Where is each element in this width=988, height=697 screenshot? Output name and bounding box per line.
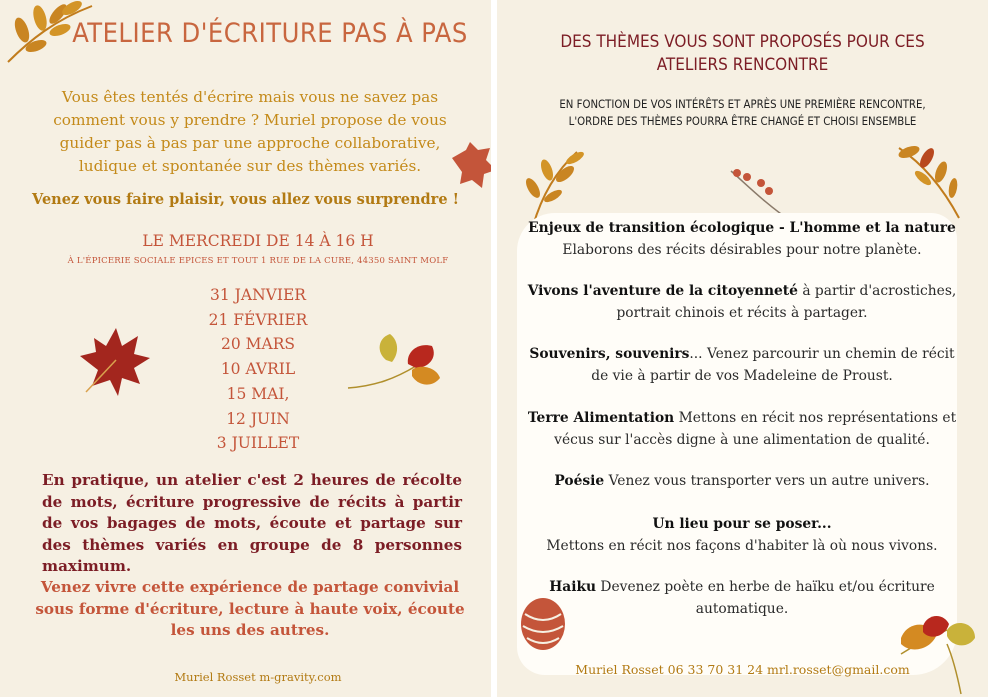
theme-title: Vivons l'aventure de la citoyenneté bbox=[527, 283, 798, 299]
theme-title: Un lieu pour se poser... bbox=[652, 516, 832, 532]
date-item: 15 MAI, bbox=[226, 384, 290, 403]
call-to-action: Venez vous faire plaisir, vous allez vous surprendre ! bbox=[32, 191, 459, 208]
theme-title: Haiku bbox=[549, 579, 597, 595]
theme-text: Devenez poète en herbe de haïku et/ou écriture automatique. bbox=[596, 579, 935, 617]
subtitle-line: EN FONCTION DE VOS INTÉRÊTS ET APRÈS UNE PREMIÈRE RENCONTRE, bbox=[559, 98, 926, 111]
theme-item bbox=[507, 471, 977, 493]
theme-text: Venez vous transporter vers un autre univers. bbox=[604, 473, 930, 489]
left-footer: Muriel Rosset m-gravity.com bbox=[174, 670, 342, 684]
theme-item bbox=[502, 218, 982, 261]
date-item: 31 JANVIER bbox=[210, 286, 306, 304]
theme-title: Enjeux de transition écologique - L'homme et la nature bbox=[528, 220, 956, 236]
theme-item bbox=[507, 514, 977, 557]
venue-address: À L'ÉPICERIE SOCIALE EPICES ET TOUT 1 RUE DE LA CURE, 44350 SAINT MOLF bbox=[67, 256, 449, 266]
theme-text: Mettons en récit nos représentations et vécus sur l'accès digne à une alimentation de qualité. bbox=[554, 410, 957, 448]
themes-title-line: DES THÈMES VOUS SONT PROPOSÉS POUR CES bbox=[560, 32, 925, 52]
ginkgo-leaves-icon bbox=[897, 614, 983, 694]
theme-text: à partir d'acrostiches, portrait chinois et récits à partager. bbox=[616, 283, 957, 321]
subtitle-line: L'ORDRE DES THÈMES POURRA ÊTRE CHANGÉ ET CHOISI ENSEMBLE bbox=[568, 115, 917, 128]
schedule-time: LE MERCREDI DE 14 À 16 H bbox=[142, 232, 374, 250]
theme-item bbox=[537, 577, 947, 620]
theme-text: Elaborons des récits désirables pour notre planète. bbox=[562, 241, 922, 258]
intro-paragraph: Vous êtes tentés d'écrire mais vous ne savez pas comment vous y prendre ? Muriel propose de vous guider pas à pas par une approche collaborative, ludique et spontanée sur des thèmes variés. bbox=[53, 88, 447, 175]
date-item: 21 FÉVRIER bbox=[208, 310, 308, 329]
theme-item bbox=[512, 281, 972, 324]
themes-title bbox=[497, 31, 988, 77]
theme-item bbox=[527, 408, 957, 451]
practice-paragraph: En pratique, un atelier c'est 2 heures de récolte de mots, écriture progressive de récits à partir de vos bagages de mots, écoute et partage sur des thèmes variés en groupe de 8 personnes maximum. bbox=[42, 471, 462, 575]
date-item: 12 JUIN bbox=[226, 409, 290, 428]
themes-title-line: ATELIERS RENCONTRE bbox=[656, 55, 829, 75]
autumn-branch-icon bbox=[893, 144, 969, 224]
page-title: ATELIER D'ÉCRITURE PAS À PAS bbox=[72, 18, 468, 49]
flyer-right-page bbox=[497, 0, 988, 697]
date-item: 20 MARS bbox=[220, 335, 295, 354]
theme-title: Souvenirs, souvenirs bbox=[529, 346, 690, 362]
dates-list bbox=[140, 283, 376, 456]
theme-title: Poésie bbox=[554, 473, 605, 489]
date-item: 3 JUILLET bbox=[216, 434, 300, 453]
right-footer: Muriel Rosset 06 33 70 31 24 mrl.rosset@gmail.com bbox=[575, 662, 910, 677]
theme-text: ... Venez parcourir un chemin de récit de vie à partir de vos Madeleine de Proust. bbox=[591, 346, 955, 384]
flyer-left-page bbox=[0, 0, 491, 697]
themes-subtitle bbox=[497, 96, 988, 130]
theme-text: Mettons en récit nos façons d'habiter là où nous vivons. bbox=[546, 537, 938, 554]
date-item: 10 AVRIL bbox=[220, 360, 296, 379]
theme-item bbox=[522, 344, 962, 387]
theme-title: Terre Alimentation bbox=[527, 410, 675, 426]
pinecone-icon bbox=[515, 596, 575, 656]
invitation-paragraph: Venez vivre cette expérience de partage convivial sous forme d'écriture, lecture à haute voix, écoute les uns des autres. bbox=[35, 578, 465, 639]
